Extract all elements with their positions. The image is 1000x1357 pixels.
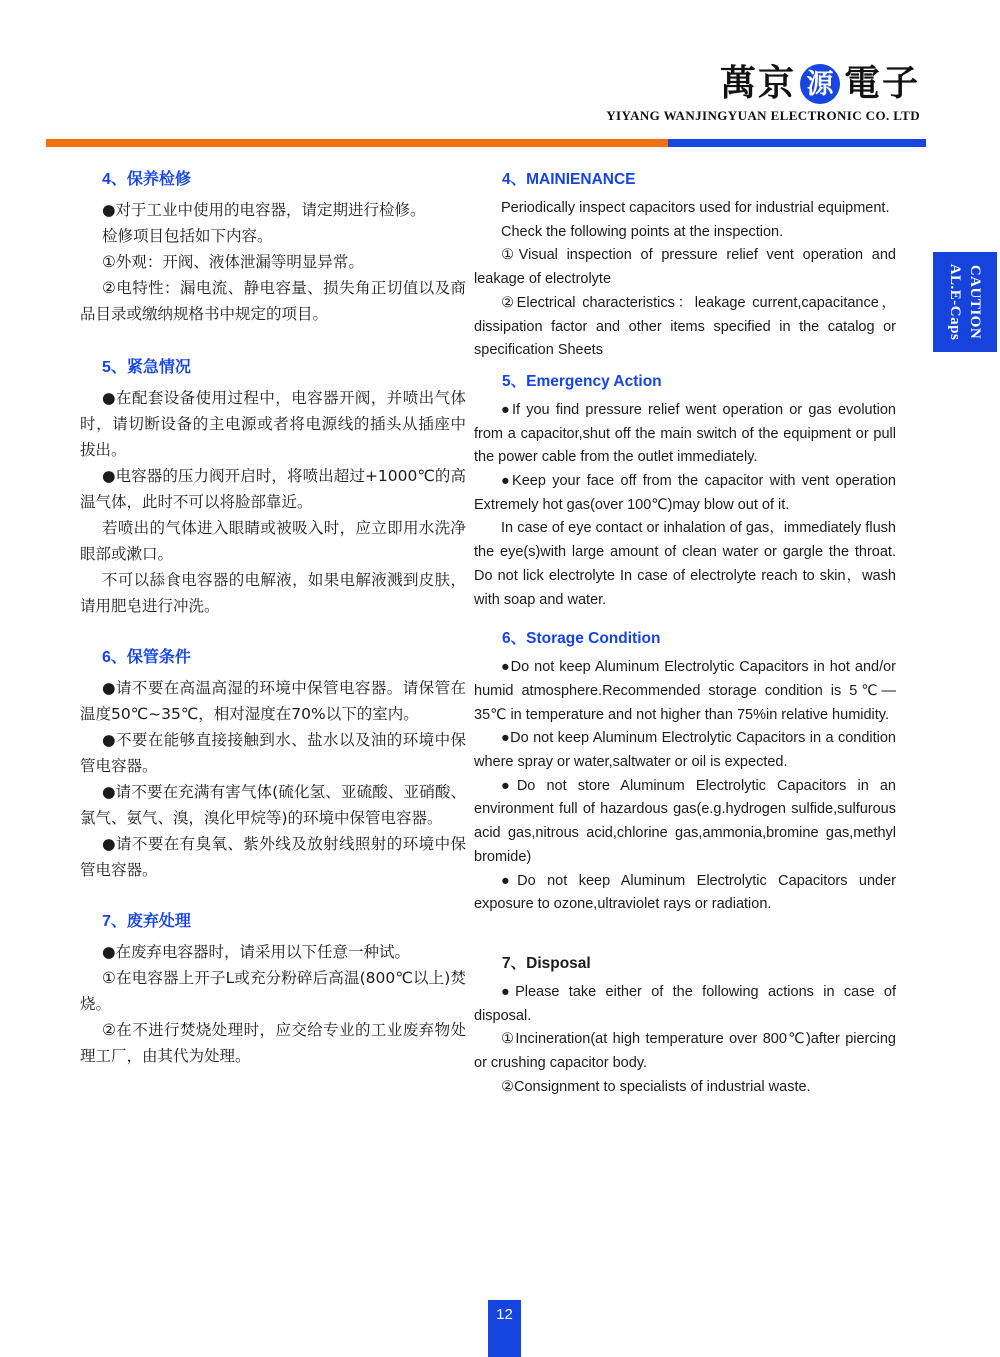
caution-side-tab [933, 252, 997, 352]
section-heading: 5、Emergency Action [502, 372, 662, 390]
paragraph: ①在电容器上开子L或充分粉碎后高温(800℃以上)焚烧。 [80, 969, 466, 1013]
section-heading: 7、Disposal [502, 954, 591, 972]
paragraph: ②电特性：漏电流、静电容量、损失角正切值以及商品目录或缴纳规格书中规定的项目。 [80, 279, 466, 323]
left-column-chinese [80, 170, 466, 1069]
paragraph: 不可以舔食电容器的电解液，如果电解液溅到皮肤，请用肥皂进行冲洗。 [80, 571, 466, 615]
section-heading: 4、保养检修 [102, 171, 191, 188]
paragraph: ②Consignment to specialists of industrial waste. [501, 1078, 811, 1095]
paragraph: Periodically inspect capacitors used for industrial equipment. [501, 200, 890, 216]
logo-text-right: 電子 [843, 63, 920, 104]
paragraph: ①外观：开阀、液体泄漏等明显异常。 [102, 253, 364, 271]
logo-circle-icon [800, 64, 840, 104]
page-number-badge: 12 [488, 1300, 521, 1357]
section-disposal-en [474, 954, 896, 1100]
paragraph: 检修项目包括如下内容。 [102, 227, 273, 245]
logo-row [606, 64, 920, 104]
paragraph: ②在不进行焚烧处理时，应交给专业的工业废弃物处理工厂，由其代为处理。 [80, 1021, 466, 1065]
section-maintenance-cn [80, 170, 466, 327]
paragraph: ●在废弃电容器时，请采用以下任意一种试。 [102, 943, 411, 961]
paragraph: ①Incineration(at high temperature over 800℃)after piercing or crushing capacitor body. [474, 1031, 896, 1072]
paragraph: ●Do not keep Aluminum Electrolytic Capacitors in a condition where spray or water,saltwater or oil is expected. [474, 730, 896, 771]
section-heading: 7、废弃处理 [102, 913, 191, 930]
paragraph: 若喷出的气体进入眼睛或被吸入时，应立即用水洗净眼部或漱口。 [80, 519, 466, 563]
paragraph: ①Visual inspection of pressure relief vent operation and leakage of electrolyte [474, 247, 896, 288]
paragraph: ●电容器的压力阀开启时，将喷出超过+1000℃的高温气体，此时不可以将脸部靠近。 [80, 467, 466, 511]
company-logo [606, 64, 920, 124]
header-divider-blue [668, 139, 926, 147]
paragraph: ●Do not keep Aluminum Electrolytic Capacitors under exposure to ozone,ultraviolet rays or radiation. [474, 872, 896, 913]
section-storage-cn [80, 648, 466, 883]
company-name: YIYANG WANJINGYUAN ELECTRONIC CO. LTD [606, 108, 920, 123]
section-heading: 6、保管条件 [102, 649, 191, 666]
paragraph: Check the following points at the inspection. [501, 223, 784, 240]
logo-circle-char: 源 [806, 68, 834, 99]
paragraph: ●请不要在充满有害气体(硫化氢、亚硫酸、亚硝酸、氯气、氨气、溴，溴化甲烷等)的环境中保管电容器。 [80, 783, 466, 827]
paragraph: ●Keep your face off from the capacitor with vent operation Extremely hot gas(over 100℃)may blow out of it. [474, 473, 896, 513]
paragraph: ●Please take either of the following actions in case of disposal. [474, 983, 896, 1024]
paragraph: ●在配套设备使用过程中，电容器开阀，并喷出气体时，请切断设备的主电源或者将电源线的插头从插座中拔出。 [80, 389, 466, 459]
paragraph: ●If you find pressure relief went operation or gas evolution from a capacitor,shut off the main switch of the equipment or pull the power cable from the outlet immediately. [474, 401, 896, 466]
section-disposal-cn [80, 912, 466, 1069]
right-column-english [474, 170, 896, 1100]
caution-tab-line1: CAUTION [967, 264, 983, 340]
paragraph: ●Do not keep Aluminum Electrolytic Capacitors in hot and/or humid atmosphere.Recommended storage condition is 5℃—35℃ in temperature and not higher than 75%in relative humidity. [474, 659, 896, 723]
paragraph: In case of eye contact or inhalation of gas，immediately flush the eye(s)with large amount of clean water or gargle the throat. Do not lick electrolyte In case of electrolyte reach to skin，wash with soap and water. [474, 520, 896, 608]
header-divider-orange [46, 139, 668, 147]
section-emergency-cn [80, 358, 466, 619]
section-heading: 6、Storage Condition [502, 630, 661, 648]
caution-tab-line2: AL.E-Caps [947, 263, 963, 341]
section-heading: 5、紧急情况 [102, 359, 191, 376]
paragraph: ●请不要在高温高湿的环境中保管电容器。请保管在温度50℃~35℃，相对湿度在70%以下的室内。 [80, 679, 466, 723]
section-heading: 4、MAINIENANCE [502, 171, 636, 188]
section-maintenance-en [474, 170, 896, 363]
paragraph: ●不要在能够直接接触到水、盐水以及油的环境中保管电容器。 [80, 731, 466, 775]
paragraph: ②Electrical characteristics：leakage current,capacitance，dissipation factor and other items specified in the catalog or specification Sheets [474, 294, 896, 359]
section-storage-en [474, 629, 896, 917]
paragraph: ●对于工业中使用的电容器，请定期进行检修。 [102, 201, 426, 219]
logo-text-left: 萬京 [719, 63, 796, 104]
paragraph: ●Do not store Aluminum Electrolytic Capacitors in an environment full of hazardous gas(e.g.hydrogen sulfide,sulfurous acid gas,nitrous acid,chlorine gas,ammonia,bromine gas,methyl bromide) [474, 777, 896, 865]
caution-tab-text [933, 252, 997, 352]
paragraph: ●请不要在有臭氧、紫外线及放射线照射的环境中保管电容器。 [80, 835, 466, 879]
section-emergency-en [474, 372, 896, 612]
